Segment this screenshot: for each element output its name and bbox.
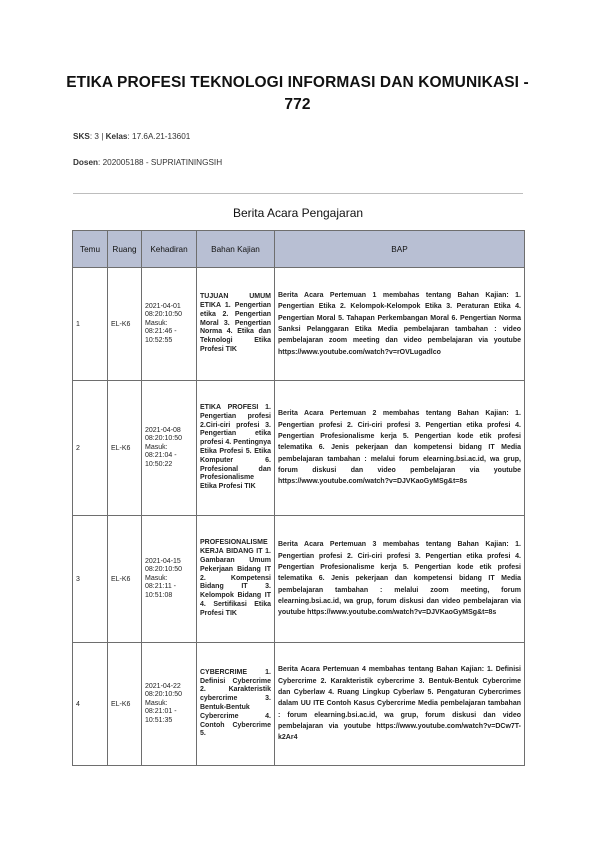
column-header-ruang: Ruang [108, 231, 142, 268]
column-header-kehadiran: Kehadiran [142, 231, 197, 268]
ruang-cell: EL-K6 [108, 381, 142, 516]
table-row [73, 381, 525, 516]
bahan-kajian-cell: ETIKA PROFESI 1. Pengertian profesi 2.Ciri-ciri profesi 3. Pengertian etika profesi 4. Pentingnya Etika Profesi 5. Etika Komputer 6. Profesional dan Profesionalisme Etika Profesi TIK [197, 381, 275, 516]
column-header-bahan-kajian: Bahan Kajian [197, 231, 275, 268]
course-title: ETIKA PROFESI TEKNOLOGI INFORMASI DAN KOMUNIKASI - 772 [66, 74, 529, 113]
bahan-kajian-cell: CYBERCRIME 1. Definisi Cybercrime 2. Karakteristik cybercrime 3. Bentuk-Bentuk Cybercrime 4. Contoh Cybercrime 5. [197, 643, 275, 766]
dosen-label: Dosen [73, 158, 99, 167]
ruang-cell: EL-K6 [108, 268, 142, 381]
bap-cell: Berita Acara Pertemuan 3 membahas tentang Bahan Kajian: 1. Pengertian profesi 2. Ciri-ciri profesi 3. Pengertian etika profesi 4. Pengertian Profesionalisme kerja 5. Pengertian kode etik profesi telematika 6. Jenis pekerjaan dan kompetensi bidang IT Media pembelajaran tambahan : melalui zoom meeting, forum elearning.bsi.ac.id, wa grup, forum diskusi dan video pembelajaran via youtube https://www.youtube.com/watch?v=DJVKaoGyMSg&t=8s [275, 516, 525, 643]
table-header-row [73, 231, 525, 268]
kelas-label: Kelas [105, 132, 128, 141]
kehadiran-cell: 2021-04-01 08:20:10:50 Masuk: 08:21:46 - 10:52:55 [142, 268, 197, 381]
bap-table [72, 230, 525, 766]
ruang-cell: EL-K6 [108, 643, 142, 766]
table-row [73, 643, 525, 766]
bahan-kajian-cell: PROFESIONALISME KERJA BIDANG IT 1. Gambaran Umum Pekerjaan Bidang IT 2. Kompetensi Bidang IT 3. Kelompok Bidang IT 4. Sertifikasi Etika Profesi TIK [197, 516, 275, 643]
bap-cell: Berita Acara Pertemuan 1 membahas tentang Bahan Kajian: 1. Pengertian Etika 2. Kelompok-Kelompok Etika 3. Peraturan Etika 4. Pengertian Moral 5. Tahapan Perkembangan Moral 6. Pengertian Norma Sanksi Pelanggaran Etika Media pembelajaran tambahan : video pembelajaran zoom meeting dan video pembelajaran via youtube https://www.youtube.com/watch?v=rOVLugadlco [275, 268, 525, 381]
section-title: Berita Acara Pengajaran [232, 206, 364, 220]
table-row [73, 516, 525, 643]
kelas-value: : 17.6A.21-13601 [127, 132, 191, 141]
ruang-cell: EL-K6 [108, 516, 142, 643]
bap-cell: Berita Acara Pertemuan 2 membahas tentang Bahan Kajian: 1. Pengertian profesi 2. Ciri-ciri profesi 3. Pengertian etika profesi 4. Pengertian Profesionalisme kerja 5. Pengertian kode etik profesi telematika 6. Jenis pekerjaan dan kompetensi bidang IT Media pembelajaran tambahan : melalui forum elearning.bsi.ac.id, wa grup, forum diskusi dan video pembelajaran via youtube https://www.youtube.com/watch?v=DJVKaoGyMSg&t=8s [275, 381, 525, 516]
divider [73, 193, 523, 194]
bap-cell: Berita Acara Pertemuan 4 membahas tentang Bahan Kajian: 1. Definisi Cybercrime 2. Karakteristik cybercrime 3. Bentuk-Bentuk Cybercrime dan Cyberlaw 4. Ruang Lingkup Cyberlaw 5. Pengaturan Cybercrimes dalam UU ITE Contoh Kasus Cybercrime Media pembelajaran tambahan : forum elearning.bsi.ac.id, wa grup, forum diskusi dan video pembelajaran via youtube https://www.youtube.com/watch?v=DCw7T-k2Ar4 [275, 643, 525, 766]
dosen-value: : 202005188 - SUPRIATININGSIH [98, 158, 223, 167]
table-row [73, 268, 525, 381]
kehadiran-cell: 2021-04-22 08:20:10:50 Masuk: 08:21:01 - 10:51:35 [142, 643, 197, 766]
course-meta [73, 132, 190, 141]
lecturer-meta [73, 158, 222, 167]
bahan-kajian-cell: TUJUAN UMUM ETIKA 1. Pengertian etika 2. Pengertian Moral 3. Pengertian Norma 4. Etika dan Teknologi Etika Profesi TIK [197, 268, 275, 381]
column-header-temu: Temu [73, 231, 108, 268]
temu-cell: 1 [73, 268, 108, 381]
kehadiran-cell: 2021-04-15 08:20:10:50 Masuk: 08:21:11 - 10:51:08 [142, 516, 197, 643]
kehadiran-cell: 2021-04-08 08:20:10:50 Masuk: 08:21:04 - 10:50:22 [142, 381, 197, 516]
sks-value: : 3 | [89, 132, 106, 141]
temu-cell: 2 [73, 381, 108, 516]
temu-cell: 3 [73, 516, 108, 643]
temu-cell: 4 [73, 643, 108, 766]
column-header-bap: BAP [275, 231, 525, 268]
sks-label: SKS [73, 132, 90, 141]
